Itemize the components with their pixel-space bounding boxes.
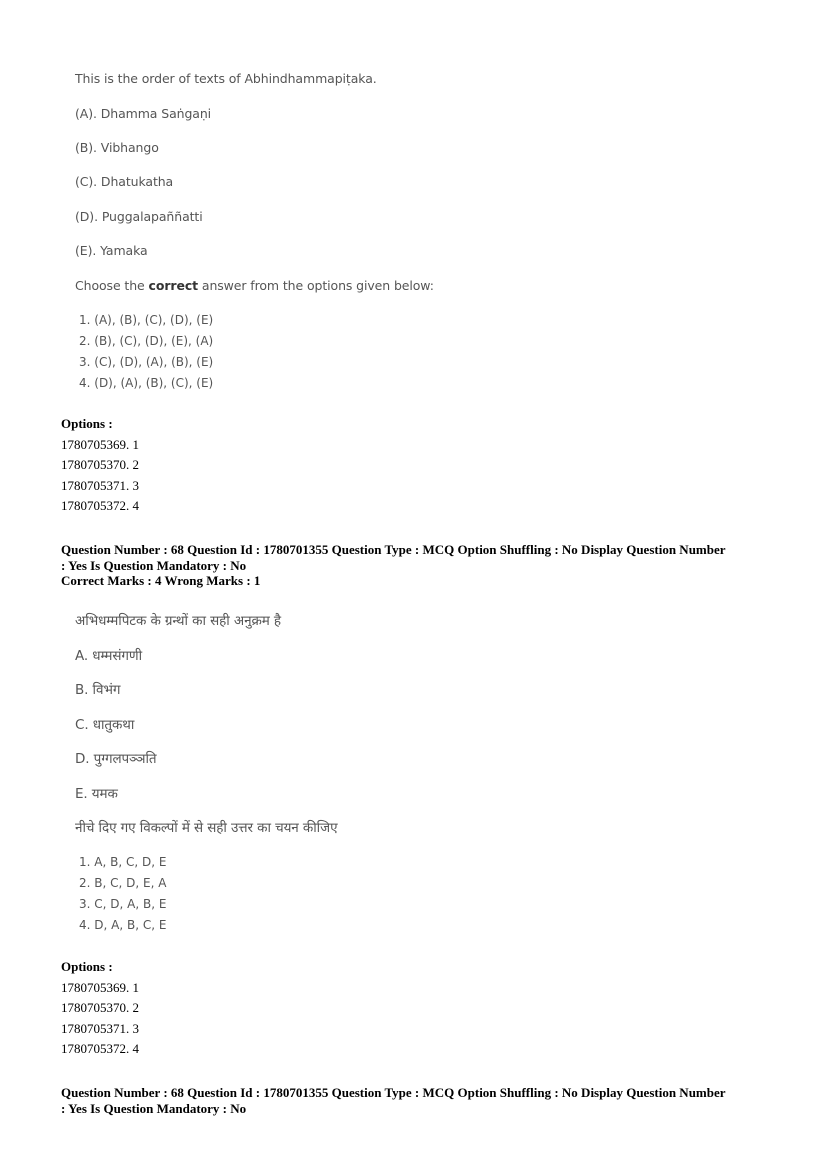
- statement-item: (E). Yamaka: [75, 243, 148, 258]
- meta-line: Question Number : 68 Question Id : 1780701355 Question Type : MCQ Option Shuffling : No Display Question Number: [61, 1085, 726, 1100]
- answer-choice: 2. B, C, D, E, A: [79, 876, 167, 890]
- meta-line: : Yes Is Question Mandatory : No: [61, 1100, 247, 1116]
- option-item: 1780705370. 2: [61, 457, 139, 472]
- option-item: 1780705372. 4: [61, 1041, 139, 1056]
- answer-choice: 3. C, D, A, B, E: [79, 897, 167, 911]
- option-item: 1780705371. 3: [61, 1020, 139, 1036]
- option-item: 1780705370. 2: [61, 1000, 139, 1015]
- meta-line: Correct Marks : 4 Wrong Marks : 1: [61, 573, 261, 588]
- statement-item: A. धम्मसंगणी: [75, 648, 143, 664]
- question-meta: [61, 542, 771, 589]
- option-item: 1780705372. 4: [61, 498, 139, 513]
- statement-item: (C). Dhatukatha: [75, 174, 174, 189]
- instruction-bold: correct: [148, 278, 199, 293]
- meta-line: Question Number : 68 Question Id : 1780701355 Question Type : MCQ Option Shuffling : No Display Question Number: [61, 542, 726, 557]
- answer-choices: [79, 310, 213, 394]
- answer-choice: 3. (C), (D), (A), (B), (E): [79, 355, 214, 369]
- question-text: This is the order of texts of Abhindhammapiṭaka.: [75, 71, 377, 86]
- answer-choice: 2. (B), (C), (D), (E), (A): [79, 334, 214, 348]
- options-label: Options :: [61, 416, 113, 431]
- question-text: अभिधम्मपिटक के ग्रन्थों का सही अनुक्रम है: [75, 613, 281, 629]
- option-item: 1780705369. 1: [61, 436, 139, 452]
- statement-item: B. विभंग: [75, 682, 121, 698]
- options-block: [61, 957, 139, 1060]
- answer-choice: 4. (D), (A), (B), (C), (E): [79, 376, 214, 390]
- statement-item: (D). Puggalapaññatti: [75, 209, 203, 224]
- options-block: [61, 414, 139, 517]
- statement-item: (A). Dhamma Saṅgaṇi: [75, 106, 212, 121]
- option-item: 1780705371. 3: [61, 477, 139, 493]
- statement-item: (B). Vibhango: [75, 140, 159, 155]
- answer-choice: 1. A, B, C, D, E: [79, 855, 167, 869]
- instruction-text: नीचे दिए गए विकल्पों में से सही उत्तर का चयन कीजिए: [75, 820, 338, 836]
- instruction-pre: Choose the: [75, 278, 149, 293]
- statement-item: E. यमक: [75, 786, 118, 802]
- options-label: Options :: [61, 959, 113, 974]
- instruction-text: [75, 278, 434, 293]
- option-item: 1780705369. 1: [61, 979, 139, 995]
- answer-choice: 4. D, A, B, C, E: [79, 918, 167, 932]
- question-meta: [61, 1085, 771, 1116]
- statement-item: C. धातुकथा: [75, 717, 135, 733]
- statement-item: D. पुग्गलपञ्ञति: [75, 751, 157, 767]
- meta-line: : Yes Is Question Mandatory : No: [61, 557, 247, 573]
- answer-choice: 1. (A), (B), (C), (D), (E): [79, 313, 214, 327]
- answer-choices: [79, 852, 166, 936]
- instruction-post: answer from the options given below:: [198, 278, 434, 293]
